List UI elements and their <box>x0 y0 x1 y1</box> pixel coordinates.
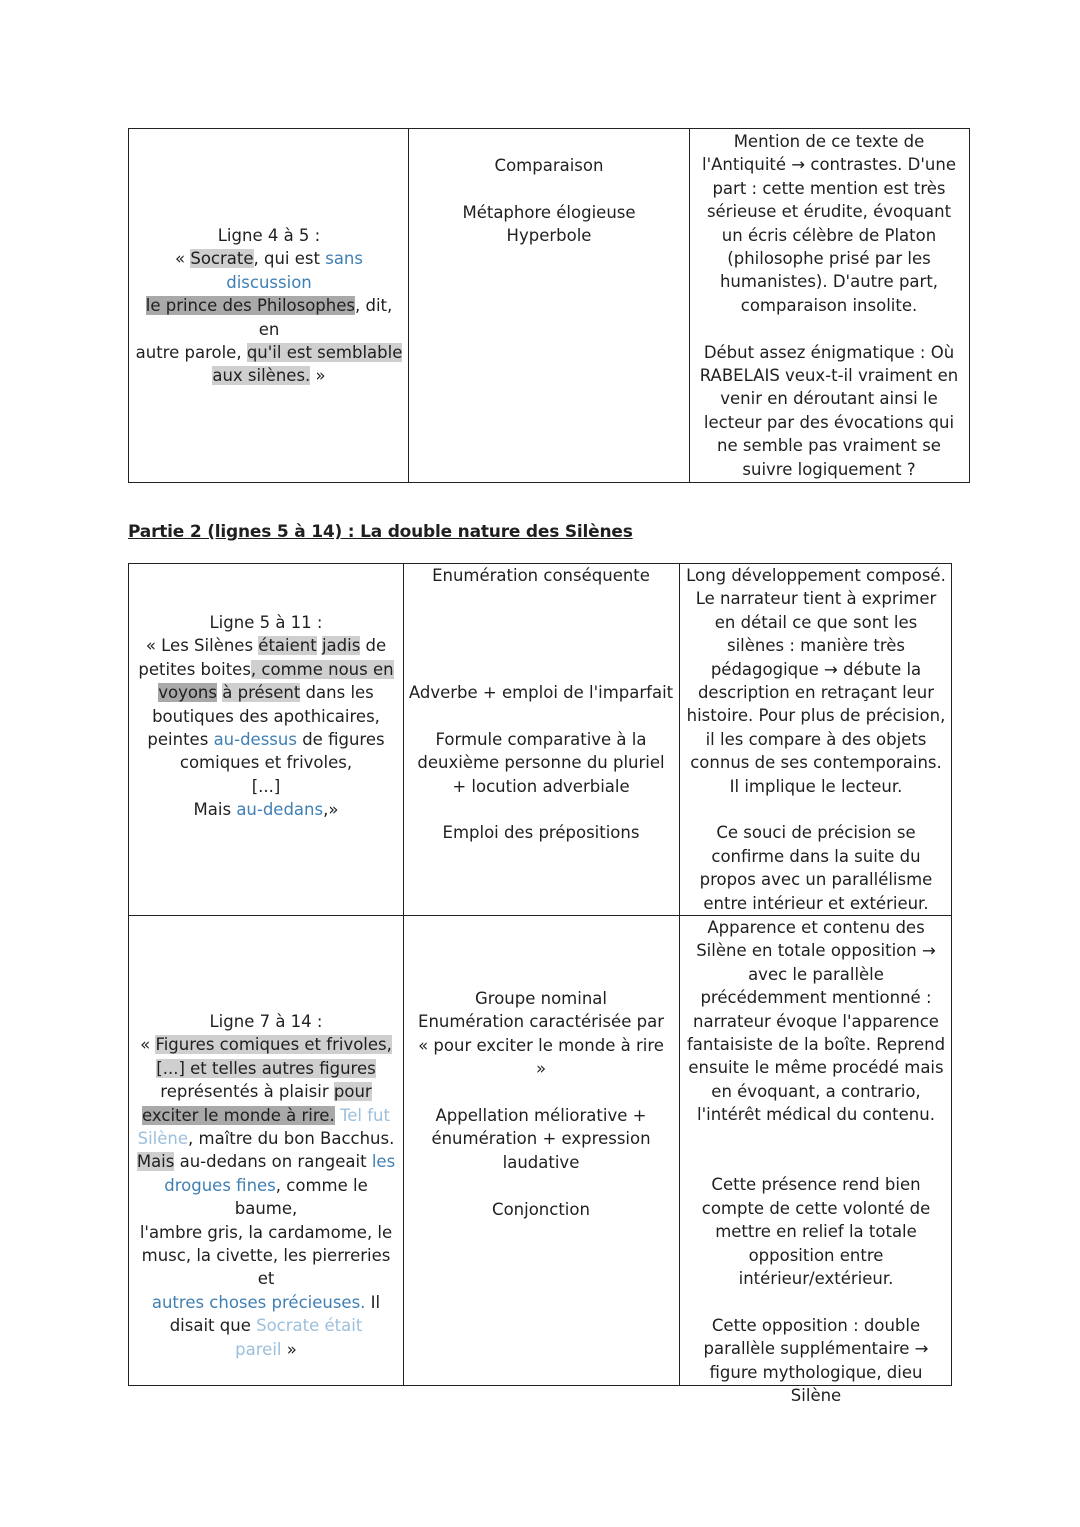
quote-cell <box>133 1010 399 1361</box>
quote-cell <box>135 224 403 388</box>
analyse-paragraph: Début assez énigmatique : Où RABELAIS veux-t-il vraiment en venir en déroutant ainsi le lecteur par des évocations qui ne semble pas vraiment se suivre logiquement ? <box>699 342 959 479</box>
analyse-paragraph: Cette opposition : double parallèle supplémentaire → figure mythologique, dieu Silène <box>703 1315 929 1406</box>
procede-item: Adverbe + emploi de l'imparfait <box>408 682 674 702</box>
column-divider <box>689 129 690 482</box>
quote-cell <box>133 611 399 822</box>
procede-item: Formule comparative à la deuxième personne du pluriel + locution adverbiale <box>417 729 665 796</box>
quote-line-ref: Ligne 7 à 14 : <box>209 1012 323 1031</box>
column-divider <box>403 564 404 1385</box>
analyse-paragraph: Cette présence rend bien compte de cette volonté de mettre en relief la totale opposition entre intérieur/extérieur. <box>701 1175 931 1289</box>
procedes-cell <box>407 564 675 845</box>
procede-item: Enumération conséquente <box>432 566 650 585</box>
analyse-paragraph: Long développement composé. Le narrateur tient à exprimer en détail ce que sont les silènes : manière très pédagogique → débute la description en retraçant leur histoire. Pour plus de précision, il les compare à des objets connus de ses contemporains. Il implique le lecteur. <box>686 566 946 796</box>
analyse-cell <box>684 916 948 1407</box>
analyse-paragraph: Ce souci de précision se confirme dans la suite du propos avec un parallélisme entre intérieur et extérieur. <box>699 823 933 913</box>
procede-item: Emploi des prépositions <box>442 823 640 843</box>
procede-item: Groupe nominal <box>475 989 607 1008</box>
procede-item: Conjonction <box>492 1199 590 1219</box>
quote-text: « Socrate, qui est sans discussion le prince des Philosophes, dit, en autre parole, qu'il est semblable aux silènes. » <box>135 249 403 386</box>
partie-2-title: Partie 2 (lignes 5 à 14) : La double nature des Silènes <box>128 522 633 542</box>
procedes-cell <box>407 987 675 1221</box>
quote-line-ref: Ligne 5 à 11 : <box>209 613 323 632</box>
analyse-cell <box>695 130 963 481</box>
table-partie-2 <box>128 563 952 1406</box>
analyse-paragraph: Apparence et contenu des Silène en totale opposition → avec le parallèle précédemment mentionné : narrateur évoque l'apparence fantaisiste de la boîte. Reprend ensuite le même procédé mais en évoquant, a contrario, l'intérêt médical du contenu. <box>686 918 946 1125</box>
table-partie-1 <box>128 128 970 483</box>
procede-item: Appellation méliorative + énumération + expression laudative <box>431 1106 651 1172</box>
column-divider <box>679 564 680 1385</box>
procedes-cell <box>413 154 685 248</box>
procede-item: Hyperbole <box>506 226 592 246</box>
procede-item: Enumération caractérisée par « pour exciter le monde à rire » <box>418 1012 664 1079</box>
procede-item: Métaphore élogieuse <box>462 202 636 222</box>
quote-text: « Figures comiques et frivoles, [...] et telles autres figures représentés à plaisir pour exciter le monde à rire. Tel fut Silène, maître du bon Bacchus. Mais au-dedans on rangeait les drogues fines, comme le baume, l'ambre gris, la cardamome, le musc, la civette, les pierreries et autres choses précieuses. Il disait que Socrate était pareil » <box>136 1035 396 1359</box>
column-divider <box>408 129 409 482</box>
analyse-cell <box>684 564 948 915</box>
analyse-paragraph: Mention de ce texte de l'Antiquité → contrastes. D'une part : cette mention est très sérieuse et érudite, évoquant un écris célèbre de Platon (philosophe prisé par les humanistes). D'autre part, comparaison insolite. <box>702 132 956 315</box>
procede-item: Comparaison <box>494 156 604 175</box>
quote-text: « Les Silènes étaient jadis de petites boites, comme nous en voyons à présent dans les boutiques des apothicaires, peintes au-dessus de figures comiques et frivoles, [...] Mais au-dedans,» <box>138 636 394 820</box>
quote-line-ref: Ligne 4 à 5 : <box>217 226 321 245</box>
